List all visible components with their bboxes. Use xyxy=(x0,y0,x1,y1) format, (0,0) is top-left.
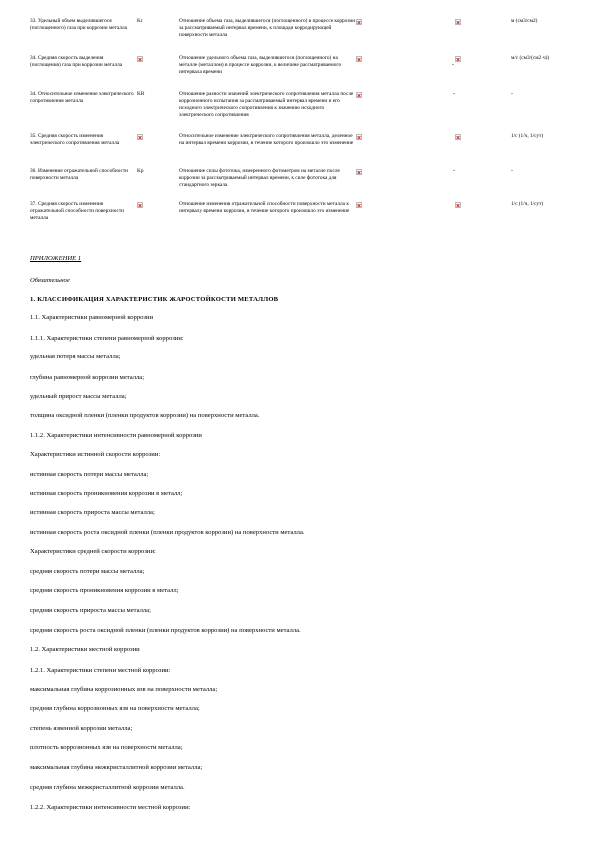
row-dash: - xyxy=(453,168,455,174)
row-name: 37. Средняя скорость изменения отражательной способности поверхности металла xyxy=(30,201,125,221)
broken-image-icon xyxy=(455,56,461,62)
paragraph: максимальная глубина межкристаллитной коррозии металла; xyxy=(30,764,203,771)
paragraph: средняя глубина коррозионных язв на поверхности металла; xyxy=(30,705,200,712)
paragraph: истинная скорость проникновения коррозии в металл; xyxy=(30,490,183,497)
row-definition: Отношение объема газа, выделившегося (поглощенного) в процессе коррозии за рассматриваемый интервал времени, к площади корродирующей поверхности металла xyxy=(179,18,356,38)
row-symbol: Kp xyxy=(137,168,144,174)
row-dash: - xyxy=(511,168,513,174)
broken-image-icon xyxy=(137,56,143,62)
paragraph: толщина оксидной пленки (пленки продуктов коррозии) на поверхности металла. xyxy=(30,412,260,419)
paragraph: истинная скорость потери массы металла; xyxy=(30,471,149,478)
broken-image-icon xyxy=(356,56,362,62)
row-definition: Отношение изменения отражательной способности поверхности металла к интервалу времени коррозии, в течение которого произошло это изменение xyxy=(179,201,350,214)
row-dash: - xyxy=(511,91,513,97)
broken-image-icon xyxy=(356,92,362,98)
paragraph: 1.2. Характеристики местной коррозии xyxy=(30,646,140,653)
paragraph: 1.1. Характеристики равномерной коррозии xyxy=(30,314,154,321)
appendix-title: ПРИЛОЖЕНИЕ 1 xyxy=(30,255,82,262)
row-dash: - xyxy=(453,91,455,97)
row-definition: Отношение разности значений электрического сопротивления металла после коррозионного испытания за рассматриваемый интервал времени и его исходного электрического сопротивления к значению исходного электрического сопротивления xyxy=(179,91,354,118)
broken-image-icon xyxy=(455,202,461,208)
paragraph: глубина равномерной коррозии металла; xyxy=(30,374,145,381)
paragraph: Характеристики истинной скорости коррозии: xyxy=(30,451,161,458)
row-name: 34. Относительное изменение электрического сопротивления металла xyxy=(30,91,134,104)
row-symbol: Kr xyxy=(137,18,143,24)
row-unit: м (см3/см2) xyxy=(511,18,538,24)
row-unit: м/с (см3/(см2·ч)) xyxy=(511,55,550,61)
paragraph: максимальная глубина коррозионных язв на поверхности металла; xyxy=(30,686,218,693)
broken-image-icon xyxy=(455,19,461,25)
row-definition: Отношение силы фототока, измеренного фотометром на металле после коррозии за рассматриваемый интервал времени, к силе фототока для стандартного зеркала xyxy=(179,168,340,188)
paragraph: истинная скорость роста оксидной пленки (пленки продуктов коррозии) на поверхности металла. xyxy=(30,529,305,536)
row-symbol: KR xyxy=(137,91,145,97)
paragraph: истинная скорость прироста массы металла; xyxy=(30,509,155,516)
paragraph: 1.2.1. Характеристики степени местной коррозии: xyxy=(30,667,171,674)
paragraph: 1.1.2. Характеристики интенсивности равномерной коррозии xyxy=(30,432,202,439)
row-unit: 1/с (1/ч, 1/сут) xyxy=(511,201,544,207)
broken-image-icon xyxy=(356,169,362,175)
row-name: 36. Изменение отражательной способности поверхности металла xyxy=(30,168,128,181)
paragraph: средняя скорость роста оксидной пленки (пленки продуктов коррозии) на поверхности металла. xyxy=(30,627,301,634)
section-heading: 1. КЛАССИФИКАЦИЯ ХАРАКТЕРИСТИК ЖАРОСТОЙКОСТИ МЕТАЛЛОВ xyxy=(30,296,279,303)
paragraph: средняя скорость потери массы металла; xyxy=(30,568,145,575)
paragraph: плотность коррозионных язв на поверхности металла; xyxy=(30,744,183,751)
paragraph: 1.1.1. Характеристики степени равномерной коррозии: xyxy=(30,335,184,342)
row-name: 35. Средняя скорость изменения электрического сопротивления металла xyxy=(30,133,120,146)
row-name: 34. Средняя скорость выделения (поглощения) газа при коррозии металла xyxy=(30,55,123,68)
paragraph: средняя скорость прироста массы металла; xyxy=(30,607,151,614)
paragraph: Характеристики средней скорости коррозии: xyxy=(30,548,156,555)
row-name: 33. Удельный объем выделившегося (поглощенного) газа при коррозии металла xyxy=(30,18,128,31)
paragraph: средняя глубина межкристаллитной коррозии металла. xyxy=(30,784,185,791)
row-definition: Относительное изменение электрического сопротивления металла, деленное на интервал времени коррозии, в течение которого произошло это изменение xyxy=(179,133,354,146)
paragraph: удельный прирост массы металла; xyxy=(30,393,127,400)
broken-image-icon xyxy=(455,134,461,140)
paragraph: 1.2.2. Характеристики интенсивности местной коррозии: xyxy=(30,804,191,811)
broken-image-icon xyxy=(137,202,143,208)
row-dash: - xyxy=(452,62,454,68)
row-unit: 1/с (1/ч, 1/сут) xyxy=(511,133,544,139)
broken-image-icon xyxy=(356,134,362,140)
broken-image-icon xyxy=(356,202,362,208)
broken-image-icon xyxy=(137,134,143,140)
row-definition: Отношение удельного объема газа, выделившегося (поглощенного) на металле (металлом) в процессе коррозии, к величине рассматриваемого интервала времени xyxy=(179,55,342,75)
appendix-subtitle: Обязательное xyxy=(30,277,70,284)
paragraph: степень язвенной коррозии металла; xyxy=(30,725,133,732)
paragraph: средняя скорость проникновения коррозии в металл; xyxy=(30,587,179,594)
paragraph: удельная потеря массы металла; xyxy=(30,353,121,360)
broken-image-icon xyxy=(356,19,362,25)
